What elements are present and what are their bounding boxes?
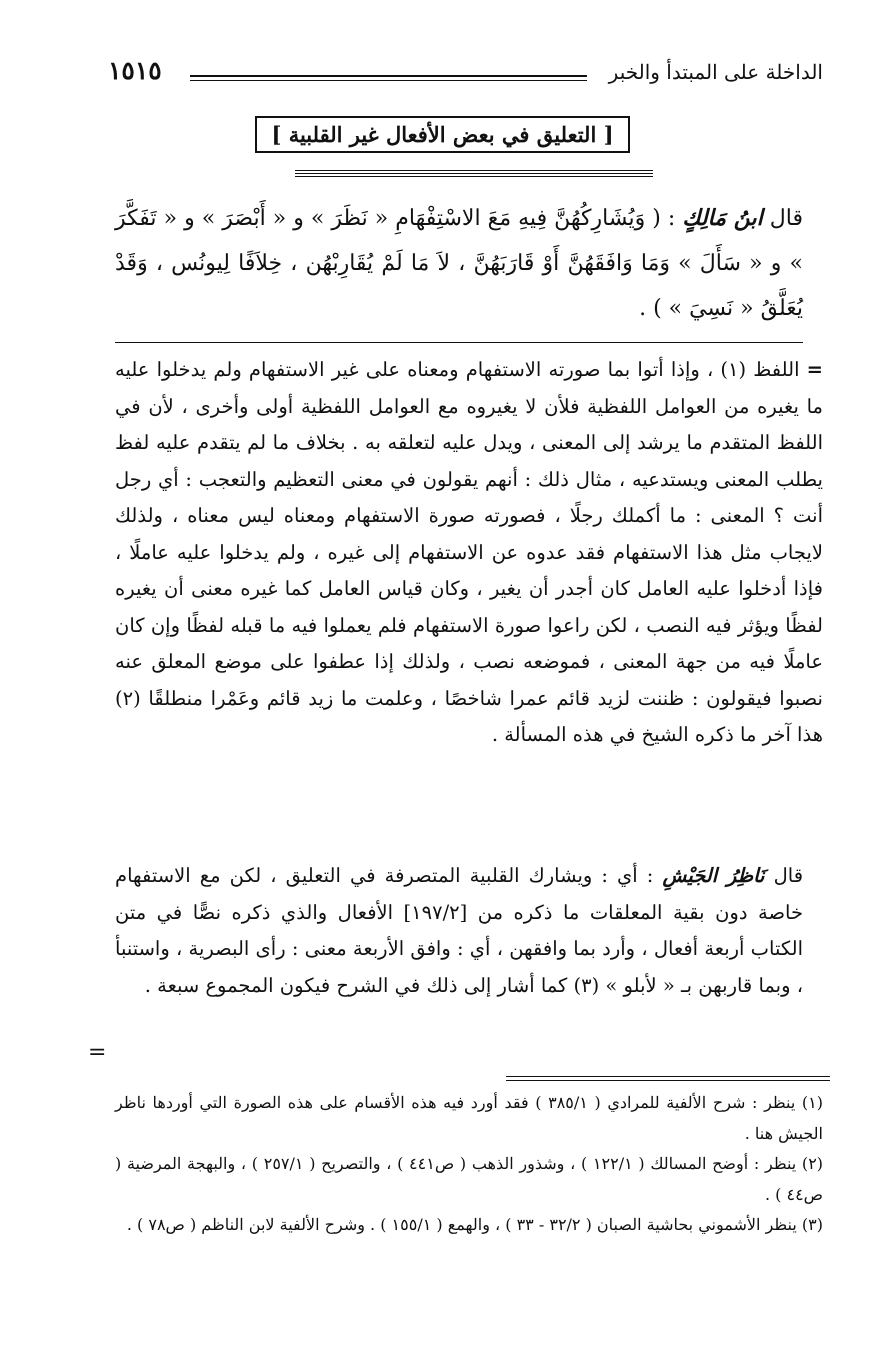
paragraph-2-lead: قال <box>773 864 804 887</box>
paragraph-1-text: اللفظ (١) ، وإذا أتوا بما صورته الاستفهام ومعناه على غير الاستفهام ولم يدخلوا عليه ما يغيره من العوامل اللفظية فلأن لا يغيروه مع العوامل اللفظية أولى وأخرى ، لأن في اللفظ المتقدم ما يرشد إلى المعنى ، ويدل عليه لتعلقه به . بخلاف ما لم يتقدم عليه لفظ يطلب المعنى ويستدعيه ، مثال ذلك : أنهم يقولون في معنى التعظيم والتعجب : أي رجل أنت ؟ المعنى : ما أكملك رجلًا ، فصورته صورة الاستفهام ومعناه ليس معناه ، ولذلك لايجاب مثل هذا الاستفهام فقد عدوه عن الاستفهام إلى غيره ، ولم يدخلوا عليه عاملًا ، فإذا أدخلوا عليه العامل كان أجدر أن يغير ، وكان قياس العامل كما غيره معنى أن يغيره لفظًا ويؤثر فيه النصب ، لكن راعوا صورة الاستفهام فلم يعملوا فيه ما قبله لفظًا وإن كان عاملًا فيه من جهة المعنى ، فموضعه نصب ، ولذلك إذا عطفوا على موضع المعلق عنه نصبوا فيقولون : ظننت لزيد قائم عمرا شاخصًا ، وعلمت ما زيد قائم وعَمْرا منطلقًا (٢) هذا آخر ما ذكره الشيخ في هذه المسألة . <box>115 358 823 746</box>
section-heading-text: [ التعليق في بعض الأفعال غير القلبية ] <box>255 116 629 153</box>
footnote-rule <box>506 1076 830 1081</box>
matn-lead: قال <box>769 206 803 231</box>
matn-rule <box>115 342 803 343</box>
paragraph-2-text: : أي : ويشارك القلبية المتصرفة في التعليق ، لكن مع الاستفهام خاصة دون بقية المعلقات ما ذكره من [١٩٧/٢] الأفعال والذي ذكره نصًّا في متن الكتاب أربعة أفعال ، وأرد بما وافقهن ، أي : وافق الأربعة معنى : رأى البصرية ، واستنبأ ، وبما قاربهن بـ « لأبلو » (٣) كما أشار إلى ذلك في الشرح فيكون المجموع سبعة . <box>115 864 804 997</box>
matn-block <box>115 196 803 331</box>
footnote-3: (٣) ينظر الأشموني بحاشية الصبان ( ٣٢/٢ - ٣٣ ) ، والهمع ( ١٥٥/١ ) . وشرح الألفية لابن الناظم ( ص٧٨ ) . <box>126 1215 823 1234</box>
matn-scholar: ابنُ مَالِكٍ <box>682 205 763 231</box>
continuation-mark: = <box>806 358 824 381</box>
heading-rule <box>295 170 653 177</box>
commentary-paragraph-1 <box>115 352 823 754</box>
footnotes <box>115 1088 823 1241</box>
chapter-title: الداخلة على المبتدأ والخبر <box>608 60 823 84</box>
header-rule <box>190 75 587 81</box>
footnote-2: (٢) ينظر : أوضح المسالك ( ١٢٢/١ ) ، وشذور الذهب ( ص٤٤١ ) ، والتصريح ( ٢٥٧/١ ) ، والبهجة المرضية ( ص٤٤ ) . <box>115 1154 824 1204</box>
footnote-1: (١) ينظر : شرح الألفية للمرادي ( ٣٨٥/١ ) فقد أورد فيه هذه الأقسام على هذه الصورة التي أوردها ناظر الجيش هنا . <box>115 1093 824 1143</box>
section-heading <box>0 122 885 147</box>
matn-text: : ( وَيُشَارِكُهُنَّ فِيهِ مَعَ الاسْتِفْهَامِ « نَظَرَ » و « أَبْصَرَ » و « تَفَكَّرَ » و « سَأَلَ » وَمَا وَافَقَهُنَّ أَوْ قَارَبَهُنَّ ، لاَ مَا لَمْ يُقَارِبْهُن ، خِلاَفًا لِيونُس ، وَقَدْ يُعَلَّقُ « نَسِيَ » ) . <box>115 206 803 321</box>
paragraph-2-scholar: نَاظِرُ الجَيْشِ <box>662 864 765 887</box>
running-header <box>108 58 823 98</box>
continuation-side-mark: = <box>88 1040 107 1065</box>
commentary-paragraph-2 <box>115 858 803 1004</box>
page-number: ١٥١٥ <box>108 56 162 85</box>
